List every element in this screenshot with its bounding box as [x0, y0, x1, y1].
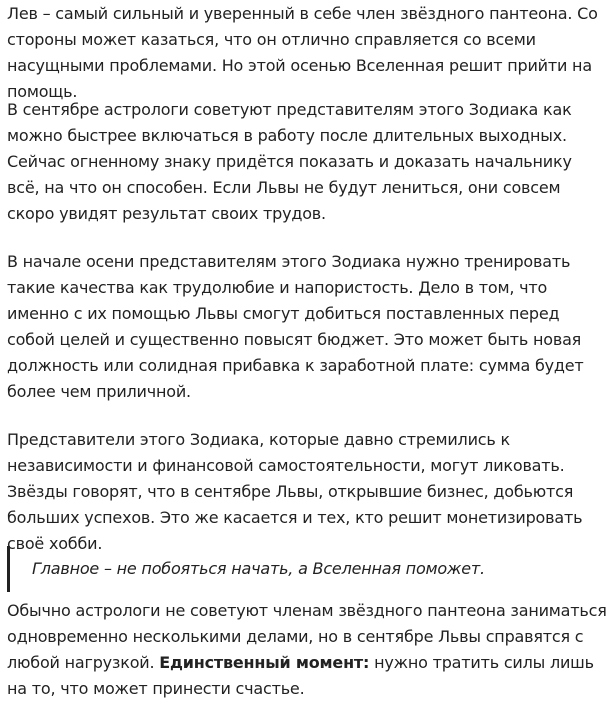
conclusion-text-before: Обычно астрологи не советуют членам звёздного пантеона заниматься одновременно несколькими делами, но в сентябре Львы справятся с любой нагрузкой.: [7, 601, 607, 672]
pull-quote: [7, 546, 597, 592]
conclusion-emphasis: Единственный момент:: [159, 653, 370, 672]
paragraph-september-work: В сентябре астрологи советуют представителям этого Зодиака как можно быстрее включаться в работу после длительных выходных. Сейчас огненному знаку придётся показать и доказать начальнику всё, на что он способен. Если Львы не будут лениться, они совсем скоро увидят результат своих трудов.: [7, 100, 572, 223]
paragraph-intro: Лев – самый сильный и уверенный в себе член звёздного пантеона. Со стороны может казаться, что он отлично справляется со всеми насущными проблемами. Но этой осенью Вселенная решит прийти на помощь.: [7, 4, 598, 101]
paragraph-conclusion: [7, 598, 607, 702]
conclusion-text-after: нужно тратить силы лишь на то, что может принести счастье.: [7, 653, 594, 698]
paragraph-independence: Представители этого Зодиака, которые давно стремились к независимости и финансовой самостоятельности, могут ликовать. Звёзды говорят, что в сентябре Львы, открывшие бизнес, добьются больших успехов. Это же касается и тех, кто решит монетизировать своё хобби.: [7, 430, 583, 553]
pull-quote-text: Главное – не побояться начать, а Вселенная поможет.: [32, 559, 485, 578]
paragraph-early-autumn: В начале осени представителям этого Зодиака нужно тренировать такие качества как трудолюбие и напористость. Дело в том, что именно с их помощью Львы смогут добиться поставленных перед собой целей и существенно повысят бюджет. Это может быть новая должность или солидная прибавка к заработной плате: сумма будет более чем приличной.: [7, 252, 584, 401]
